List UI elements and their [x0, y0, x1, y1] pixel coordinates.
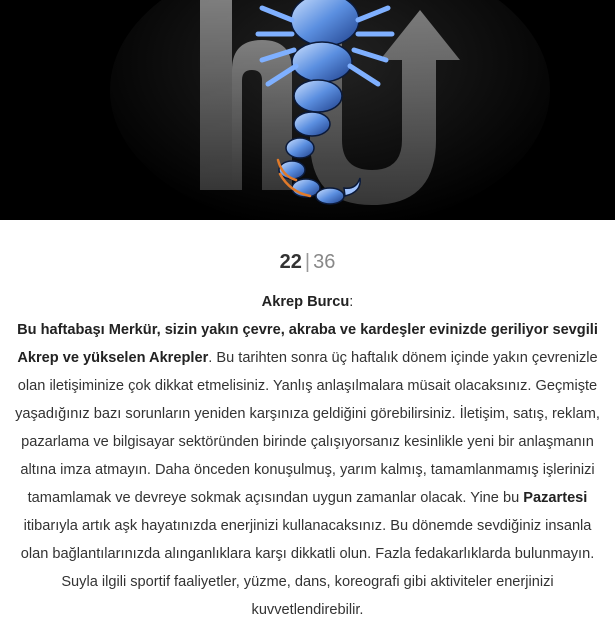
- article-heading-line: [14, 288, 601, 316]
- scorpio-zodiac-icon: [0, 0, 615, 220]
- pager: [0, 248, 615, 276]
- article-heading: Akrep Burcu: [261, 294, 350, 310]
- article-bold-intro: Bu haftabaşı Merkür, sizin yakın çevre, akraba ve kardeşler evinizde geriliyor sevgili Akrep ve yükselen Akrepler: [17, 322, 598, 366]
- pager-total: 36: [313, 251, 336, 273]
- article-text-1: . Bu tarihten sonra üç haftalık dönem içinde yakın çevrenizle olan iletişiminize çok dikkat etmelisiniz. Yanlış anlaşılmalara müsait olacaksınız. Geçmişte yaşadığınız bazı sorunların yeniden karşınıza geldiğini görebilirsiniz. İletişim, satış, reklam, pazarlama ve bilgisayar sektöründen birinde çalışıyorsanız kesinlikle yeni bir anlaşmanın altına imza atmayın. Daha önceden konuşulmuş, yarım kalmış, tamamlanmamış işlerinizi tamamlamak ve devreye sokmak açısından uygun zamanlar olacak. Yine bu: [15, 350, 600, 506]
- hero-image: [0, 0, 615, 220]
- pager-current: 22: [279, 251, 302, 273]
- article-text-2: itibarıyla artık aşk hayatınızda enerjinizi kullanacaksınız. Bu dönemde sevdiğiniz insanla olan bağlantılarınızda alınganlıklara karşı dikkatli olun. Fazla fedakarlıklarda bulunmayın. Suyla ilgili sportif faaliyetler, yüzme, dans, koreografi gibi aktiviteler enerjinizi kuvvetlendirebilir.: [20, 518, 595, 618]
- article-bold-day: Pazartesi: [523, 490, 588, 506]
- pager-separator: |: [304, 251, 311, 273]
- article-body: [14, 288, 601, 623]
- article-heading-colon: :: [349, 294, 354, 310]
- article-paragraph: [14, 316, 601, 623]
